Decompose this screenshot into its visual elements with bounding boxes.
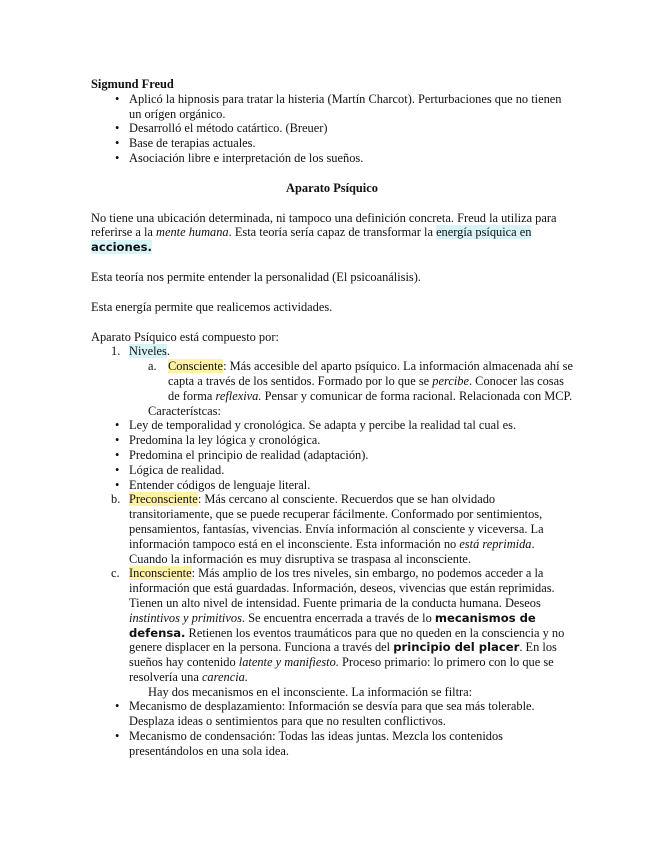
- bullet-icon: [115, 463, 125, 478]
- lettered-item: a. Consciente: Más accesible del aparto psíquico. La información almacenada ahí se capta a través de los sentidos. Formado por lo que se percibe. Conocer las cosas de forma reflexiva. Pensar y comunicar de forma racional. Relacionada con MCP.: [148, 359, 573, 403]
- list-item: [91, 151, 573, 166]
- list-item-text: Lógica de realidad.: [129, 462, 225, 477]
- sub-label: Característcas:: [148, 403, 221, 418]
- bullet-icon: [115, 151, 125, 166]
- bullet-icon: [115, 729, 125, 744]
- list-item-text: Predomina la ley lógica y cronológica.: [129, 433, 321, 448]
- list-item-text: Desarrolló el método catártico. (Breuer): [129, 121, 328, 136]
- bullet-icon: [115, 136, 125, 151]
- sub-label: Hay dos mecanismos en el inconsciente. La información se filtra:: [148, 684, 473, 699]
- highlight: Consciente: [168, 359, 224, 374]
- list-item: [91, 136, 573, 151]
- list-item: [91, 121, 573, 136]
- list-item-text: Predomina el principio de realidad (adaptación).: [129, 447, 369, 462]
- numbered-item: 1. Niveles.: [111, 344, 170, 359]
- section-heading: Aparato Psíquico: [286, 180, 378, 195]
- paragraph: Aparato Psíquico está compuesto por:: [91, 329, 279, 344]
- list-item-text: Asociación libre e interpretación de los sueños.: [129, 150, 364, 165]
- bullet-icon: [115, 418, 125, 433]
- bullet-icon: [115, 433, 125, 448]
- list-item: [91, 729, 573, 759]
- highlight: Preconsciente: [129, 492, 198, 507]
- list-item-text: Mecanismo de condensación: Todas las ideas juntas. Mezcla los contenidos presentándolos en una sola idea.: [129, 729, 503, 758]
- document-title: Sigmund Freud: [91, 77, 174, 91]
- list-item-text: Ley de temporalidad y cronológica. Se adapta y percibe la realidad tal cual es.: [129, 418, 517, 433]
- list-item: [91, 699, 573, 729]
- paragraph: No tiene una ubicación determinada, ni tampoco una definición concreta. Freud la utiliza para referirse a la mente humana. Esta teoría sería capaz de transformar la energía psíquica en acciones.: [91, 210, 557, 255]
- list-item: [91, 448, 573, 463]
- list-item: [91, 463, 573, 478]
- list-item-text: Entender códigos de lenguaje literal.: [129, 477, 311, 492]
- paragraph: Esta teoría nos permite entender la personalidad (El psicoanálisis).: [91, 269, 421, 284]
- bullet-icon: [115, 478, 125, 493]
- bullet-icon: [115, 448, 125, 463]
- bullet-icon: [115, 121, 125, 136]
- paragraph: Esta energía permite que realicemos actividades.: [91, 299, 333, 314]
- highlight: acciones.: [91, 240, 152, 255]
- bullet-icon: [115, 699, 125, 714]
- lettered-item: c. Inconsciente: Más amplio de los tres niveles, sin embargo, no podemos acceder a la información que está guardadas. Información, deseos, vivencias que están reprimidas. Tienen un alto nivel de intensidad. Fuente primaria de la conducta humana. Deseos instintivos y primitivos. Se encuentra encerrada a través de lo mecanismos de defensa. Retienen los eventos traumáticos para que no queden en la consciencia y no genere displacer en la persona. Funciona a través del principio del placer. En los sueños hay contenido latente y manifiesto. Proceso primario: lo primero con lo que se resolvería una carencia.: [111, 566, 565, 684]
- list-item: [91, 92, 573, 122]
- lettered-item: b. Preconsciente: Más cercano al consciente. Recuerdos que se han olvidado transitoriamente, que se puede recuperar fácilmente. Conformado por sentimientos, pensamientos, fantasías, vivencias. Envía información al consciente y viceversa. La información tampoco está en el inconsciente. Esta información no está reprimida. Cuando la información es muy disruptiva se traspasa al inconsciente.: [111, 492, 544, 566]
- list-item: [91, 418, 573, 433]
- list-item-text: Mecanismo de desplazamiento: Información se desvía para que sea más tolerable. Desplaza ideas o sentimientos para que no resulten conflictivos.: [129, 699, 535, 729]
- highlight: energía psíquica en: [436, 225, 532, 240]
- highlight: Niveles: [129, 344, 167, 359]
- bullet-icon: [115, 92, 125, 107]
- list-item-text: Aplicó la hipnosis para tratar la histeria (Martín Charcot). Perturbaciones que no tienen un orígen orgánico.: [129, 91, 562, 121]
- highlight: Inconsciente: [129, 566, 192, 581]
- document-page: [91, 77, 573, 759]
- list-item: [91, 478, 573, 493]
- list-item-text: Base de terapias actuales.: [129, 136, 256, 151]
- list-item: [91, 433, 573, 448]
